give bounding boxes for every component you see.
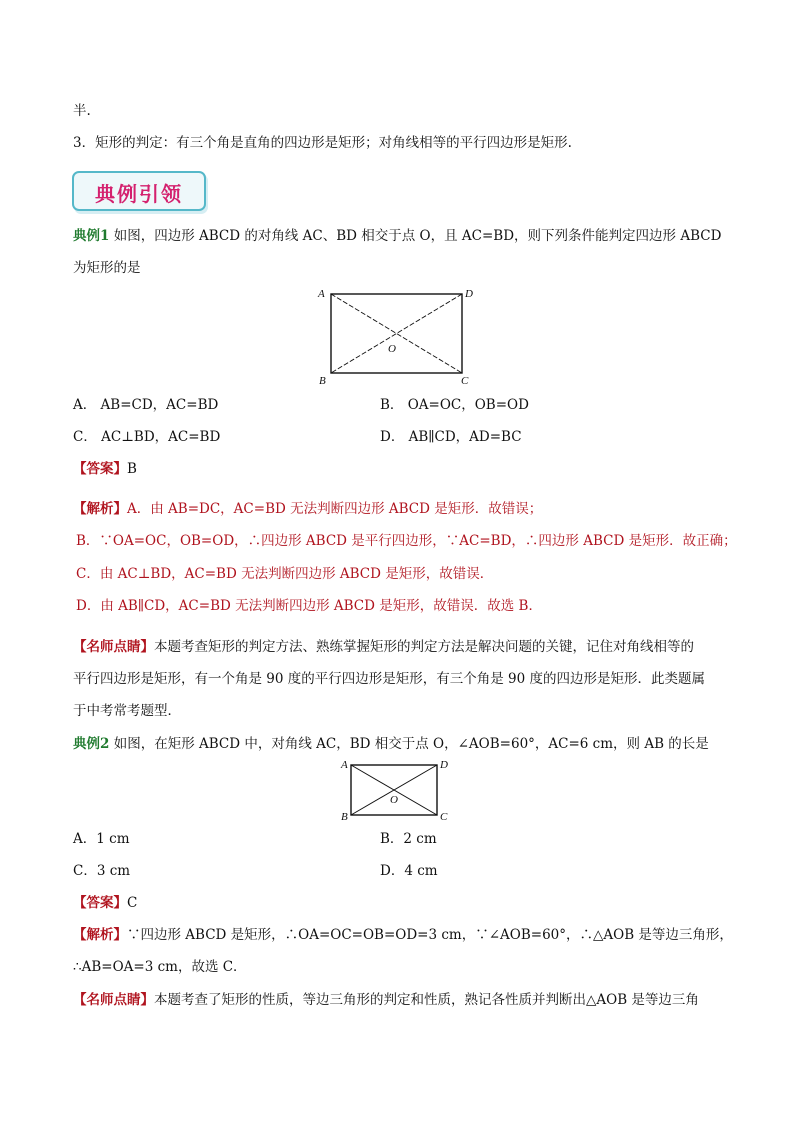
ex2-label-b: B [341, 811, 348, 823]
ex1-answer-tag: 【答案】 [73, 461, 127, 477]
ex2-answer [73, 893, 137, 913]
ex1-analysis-tag: 【解析】 [73, 501, 127, 517]
ex2-tip-tag: 【名师点睛】 [73, 992, 154, 1008]
section-banner [72, 171, 206, 211]
ex1-tip-text-1: 本题考查矩形的判定方法、熟练掌握矩形的判定方法是解决问题的关键，记住对角线相等的 [154, 639, 694, 655]
ex2-analysis-line-2: ∴AB=OA=3 cm，故选 C． [73, 959, 247, 975]
ex2-label-c: C [440, 811, 448, 823]
ex1-rectangle-figure [315, 285, 475, 390]
ex1-option-d: D． AB∥CD，AD=BC [380, 429, 522, 445]
ex1-question-line-2: 为矩形的是 [73, 260, 141, 276]
ex2-option-b: B．2 cm [380, 831, 437, 847]
ex1-tip-line-1 [73, 637, 694, 657]
ex2-tip-line-1 [73, 990, 699, 1010]
ex2-tip-text-1: 本题考查了矩形的性质，等边三角形的判定和性质，熟记各性质并判断出△AOB 是等边三角 [154, 992, 699, 1008]
ex2-tag: 典例2 [73, 736, 110, 752]
ex2-option-c: C．3 cm [73, 863, 131, 879]
intro-line-1: 半. [73, 103, 91, 119]
ex2-option-a: A．1 cm [73, 831, 130, 847]
ex2-label-d: D [440, 759, 448, 771]
ex2-answer-value: C [127, 895, 138, 911]
ex2-analysis-tag: 【解析】 [73, 927, 127, 943]
ex2-label-o: O [390, 794, 398, 806]
ex1-analysis-line-1 [73, 499, 542, 519]
ex1-question-line-1 [73, 226, 721, 246]
ex1-label-d: D [465, 288, 473, 300]
ex2-analysis-line-1 [73, 925, 733, 945]
ex1-tip-line-3: 于中考常考题型． [73, 703, 181, 719]
ex2-label-a: A [341, 759, 348, 771]
ex2-analysis-text-1: ∵四边形 ABCD 是矩形，∴OA=OC=OB=OD=3 cm，∵∠AOB=60°，∴△AOB 是等边三角形， [127, 927, 733, 943]
ex2-question-text: 如图，在矩形 ABCD 中，对角线 AC，BD 相交于点 O，∠AOB=60°，AC=6 cm，则 AB 的长是 [109, 736, 709, 752]
ex1-analysis-line-3: C．由 AC⊥BD，AC=BD 无法判断四边形 ABCD 是矩形，故错误． [76, 566, 494, 582]
ex2-rectangle-figure [338, 758, 458, 826]
ex1-analysis-line-4: D．由 AB∥CD，AC=BD 无法判断四边形 ABCD 是矩形，故错误．故选 B． [76, 598, 542, 614]
ex1-option-c: C． AC⊥BD，AC=BD [73, 429, 221, 445]
banner-title: 典例引领 [95, 182, 183, 206]
ex1-label-a: A [318, 288, 325, 300]
intro-line-2: 3．矩形的判定：有三个角是直角的四边形是矩形；对角线相等的平行四边形是矩形. [73, 135, 572, 151]
ex1-label-b: B [319, 375, 326, 387]
ex2-option-d: D．4 cm [380, 863, 438, 879]
ex2-question-line-1 [73, 734, 709, 754]
ex1-question-text: 如图，四边形 ABCD 的对角线 AC、BD 相交于点 O，且 AC=BD，则下列条件能判定四边形 ABCD [109, 228, 722, 244]
ex1-analysis-line-2: B．∵OA=OC，OB=OD，∴四边形 ABCD 是平行四边形，∵AC=BD，∴四边形 ABCD 是矩形．故正确； [76, 533, 737, 549]
ex1-analysis-text-1: A．由 AB=DC，AC=BD 无法判断四边形 ABCD 是矩形．故错误； [127, 501, 543, 517]
ex1-tip-line-2: 平行四边形是矩形，有一个角是 90 度的平行四边形是矩形，有三个角是 90 度的四边形是矩形．此类题属 [73, 671, 706, 687]
ex1-answer-value: B [127, 461, 137, 477]
ex1-label-c: C [461, 375, 469, 387]
ex1-answer [73, 459, 137, 479]
ex1-option-b: B． OA=OC，OB=OD [380, 397, 529, 413]
ex1-tip-tag: 【名师点睛】 [73, 639, 154, 655]
ex1-label-o: O [388, 343, 396, 355]
ex1-tag: 典例1 [73, 228, 110, 244]
ex1-option-a: A． AB=CD，AC=BD [73, 397, 219, 413]
ex2-answer-tag: 【答案】 [73, 895, 127, 911]
